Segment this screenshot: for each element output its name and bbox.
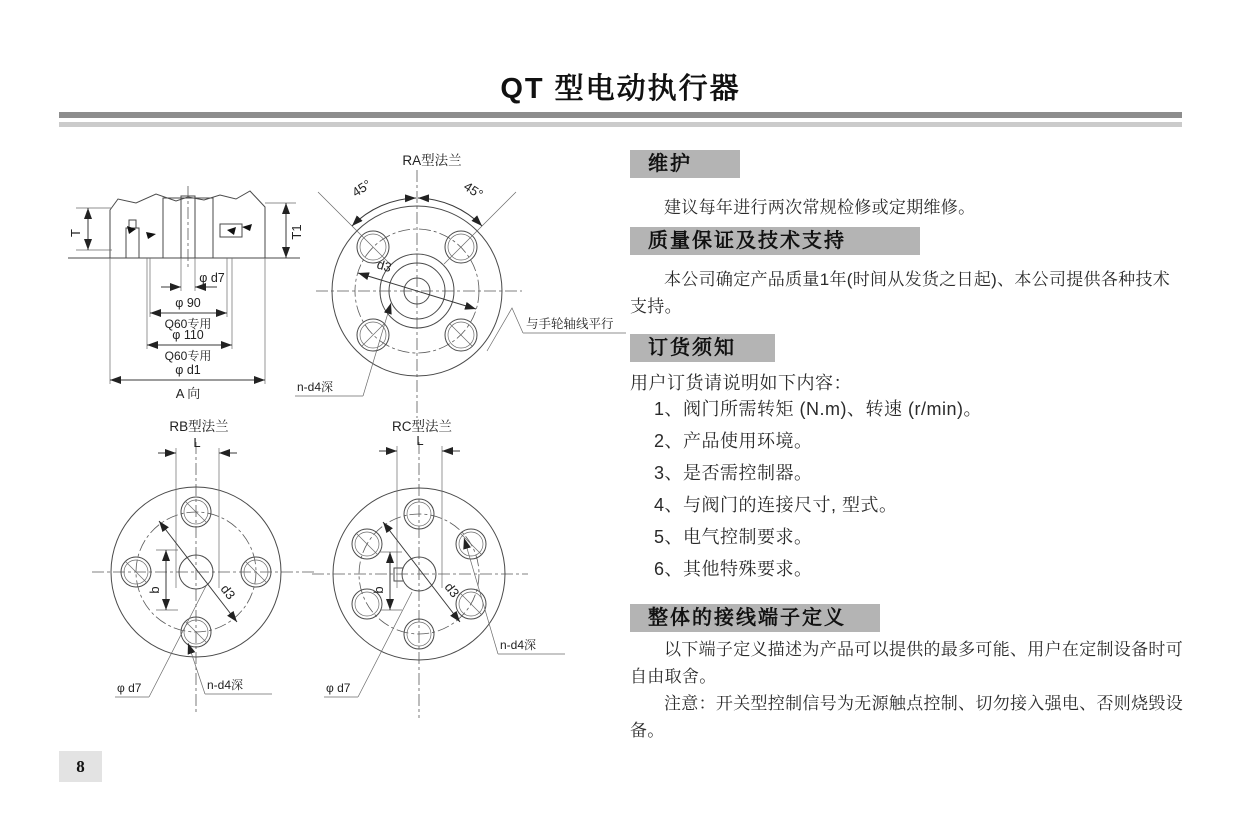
rb-d3-label: d3	[217, 581, 239, 603]
rc-d7-label: φ d7	[326, 681, 351, 695]
section-pointer-mark	[146, 232, 156, 239]
section-view-drawing	[68, 186, 304, 401]
rb-b-label: b	[147, 586, 162, 594]
section-pointer-mark	[127, 226, 136, 234]
rb-flange-drawing	[92, 418, 316, 715]
maintenance-body: 建议每年进行两次常规检修或定期维修。	[664, 198, 976, 217]
ra-bolt-note: n-d4深	[297, 380, 334, 394]
page-title: QT 型电动执行器	[500, 73, 741, 105]
ra-parallel-note: 与手轮轴线平行	[526, 317, 614, 331]
heading-ordering: 订货须知	[630, 334, 775, 362]
ordering-item-1: 1、阀门所需转矩 (N.m)、转速 (r/min)。	[654, 399, 982, 419]
rc-b-label: b	[371, 586, 386, 594]
ra-d3-label: d3	[375, 256, 394, 276]
dim-label-T1: T1	[289, 224, 304, 240]
ordering-item-3: 3、是否需控制器。	[654, 463, 813, 483]
ordering-item-4: 4、与阀门的连接尺寸, 型式。	[654, 495, 898, 515]
dim-label-T: T	[68, 229, 83, 237]
ra-angle-left: 45°	[349, 176, 374, 200]
title-rule-dark	[59, 112, 1182, 118]
rc-title: RC型法兰	[392, 419, 452, 434]
technical-drawings	[60, 140, 630, 725]
rc-d3-label: d3	[441, 579, 463, 601]
rc-l-label: L	[416, 433, 424, 448]
page-number: 8	[59, 751, 102, 782]
ra-angle-right: 45°	[461, 178, 486, 202]
view-label-A: A 向	[175, 386, 201, 401]
heading-maintenance: 维护	[630, 150, 740, 178]
ordering-item-6: 6、其他特殊要求。	[654, 559, 813, 579]
note-q60-1: Q60专用	[164, 317, 212, 331]
ordering-item-2: 2、产品使用环境。	[654, 431, 813, 451]
dim-label-d1: φ d1	[175, 363, 201, 377]
rc-bolt-note: n-d4深	[500, 638, 537, 652]
flange-drawings-svg	[60, 140, 630, 725]
terminals-body-2: 注意：开关型控制信号为无源触点控制、切勿接入强电、否则烧毁设备。	[630, 694, 1183, 740]
heading-quality: 质量保证及技术支持	[630, 227, 920, 255]
quality-body: 本公司确定产品质量1年(时间从发货之日起)、本公司提供各种技术支持。	[630, 270, 1171, 316]
dim-label-d7: φ d7	[199, 271, 225, 285]
dim-label-d110: φ 110	[172, 328, 204, 342]
title-rule-light	[59, 122, 1182, 127]
rb-bolt-note: n-d4深	[207, 678, 244, 692]
ra-flange-drawing	[295, 152, 626, 418]
rb-title: RB型法兰	[169, 419, 229, 434]
ordering-intro: 用户订货请说明如下内容：	[630, 373, 852, 393]
heading-terminals: 整体的接线端子定义	[630, 604, 880, 632]
rb-l-label: L	[193, 435, 201, 450]
note-q60-2: Q60专用	[164, 349, 212, 363]
rb-d7-label: φ d7	[117, 681, 142, 695]
section-pointer-mark	[242, 224, 252, 231]
dim-label-d90: φ 90	[175, 296, 201, 310]
ra-title: RA型法兰	[402, 153, 462, 168]
terminals-body-1: 以下端子定义描述为产品可以提供的最多可能、用户在定制设备时可自由取舍。	[630, 640, 1183, 686]
ordering-list	[654, 399, 1184, 591]
ordering-item-5: 5、电气控制要求。	[654, 527, 813, 547]
section-pointer-mark	[227, 227, 236, 235]
rc-flange-drawing	[312, 418, 565, 718]
